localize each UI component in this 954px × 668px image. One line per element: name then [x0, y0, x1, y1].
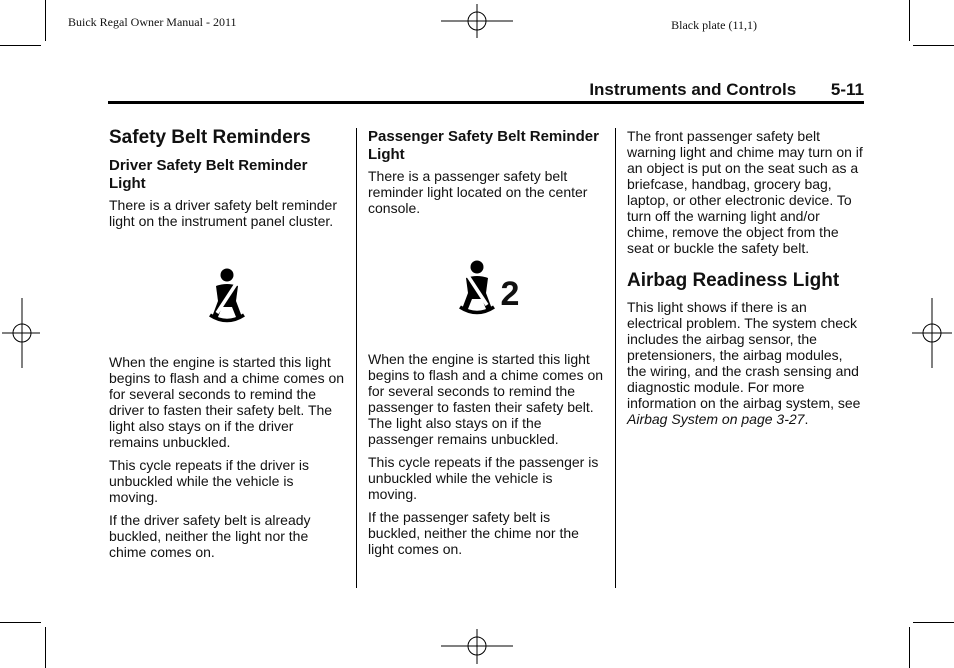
page-number: 5-11	[830, 80, 864, 99]
running-head	[109, 80, 864, 100]
section-title-airbag-readiness: Airbag Readiness Light	[627, 270, 840, 291]
driver-para-2: This cycle repeats if the driver is unbuckled while the vehicle is moving.	[109, 457, 309, 505]
airbag-para-text: This light shows if there is an electrical problem. The system check includes the airbag sensor, the pretensioners, the airbag modules, the wiring, and the crash sensing and diagnostic module. For more information on the airbag system, see	[627, 299, 861, 411]
column-1	[109, 128, 345, 567]
column-divider-2	[615, 128, 616, 588]
passenger-seatbelt-icon	[453, 259, 501, 315]
passenger-object-para: The front passenger safety belt warning light and chime may turn on if an object is put on the seat such as a briefcase, handbag, grocery bag, laptop, or other electronic device. To turn off the warning light and/or chime, remove the object from the seat or buckle the safety belt.	[627, 128, 863, 256]
driver-intro: There is a driver safety belt reminder light on the instrument panel cluster.	[109, 197, 337, 229]
driver-para-1: When the engine is started this light begins to flash and a chime comes on for several seconds to remind the driver to fasten their safety belt. The light also stays on if the driver remains unbuckled.	[109, 354, 345, 450]
passenger-para-2: This cycle repeats if the passenger is unbuckled while the vehicle is moving.	[368, 454, 599, 502]
section-title-safety-belt-reminders: Safety Belt Reminders	[109, 127, 311, 148]
airbag-system-link[interactable]: Airbag System on page 3-27	[627, 411, 805, 427]
header-rule	[108, 101, 864, 104]
column-divider-1	[356, 128, 357, 588]
airbag-para-end: .	[804, 411, 809, 427]
passenger-intro: There is a passenger safety belt reminder light located on the center console.	[368, 168, 588, 216]
plate-info: Black plate (11,1)	[671, 18, 757, 32]
running-head-section: Instruments and Controls	[589, 80, 797, 99]
airbag-para	[627, 299, 863, 427]
column-2	[368, 128, 604, 564]
driver-seatbelt-icon-box	[109, 236, 345, 354]
manual-title: Buick Regal Owner Manual - 2011	[68, 15, 237, 29]
driver-para-3: If the driver safety belt is already buckled, neither the light nor the chime comes on.	[109, 512, 311, 560]
passenger-seatbelt-icon-box	[368, 223, 604, 351]
driver-seatbelt-icon	[203, 267, 251, 323]
subheading-passenger-reminder: Passenger Safety Belt Reminder Light	[368, 128, 599, 163]
passenger-para-1: When the engine is started this light begins to flash and a chime comes on for several seconds to remind the passenger to fasten their safety belt. The light also stays on if the passenger remains unbuckled.	[368, 351, 604, 447]
column-3	[627, 128, 863, 434]
passenger-para-3: If the passenger safety belt is buckled, neither the chime nor the light comes on.	[368, 509, 579, 557]
passenger-icon-number: 2	[500, 275, 520, 313]
subheading-driver-reminder: Driver Safety Belt Reminder Light	[109, 157, 308, 192]
